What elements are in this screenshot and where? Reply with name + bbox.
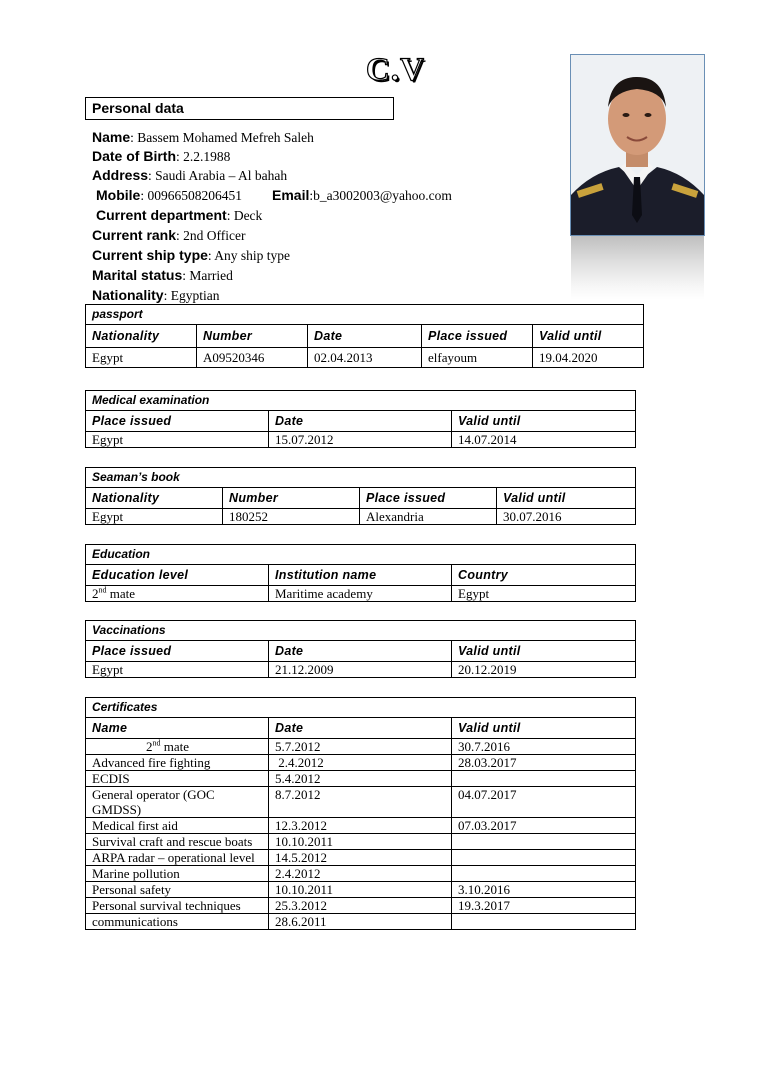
certificate-valid [452, 850, 636, 866]
mobile-value: : 00966508206451 [140, 188, 242, 203]
nationality-line [92, 287, 219, 304]
passport-table [85, 304, 644, 368]
medical-header-place: Place issued [86, 411, 269, 432]
certificate-date: 14.5.2012 [269, 850, 452, 866]
education-country: Egypt [452, 586, 636, 602]
seaman-header-valid: Valid until [497, 488, 636, 509]
vaccinations-place: Egypt [86, 662, 269, 678]
address-value: : Saudi Arabia – Al bahah [148, 168, 288, 183]
certificate-first-sup: nd [152, 738, 161, 748]
certificates-header-name: Name [86, 718, 269, 739]
certificate-valid [452, 771, 636, 787]
certificate-valid: 3.10.2016 [452, 882, 636, 898]
education-header-institution: Institution name [269, 565, 452, 586]
vaccinations-date: 21.12.2009 [269, 662, 452, 678]
table-row [86, 818, 636, 834]
passport-title: passport [86, 305, 644, 325]
table-row [86, 898, 636, 914]
certificate-name: ECDIS [86, 771, 269, 787]
table-row [86, 834, 636, 850]
passport-date: 02.04.2013 [308, 348, 422, 368]
seaman-header-place: Place issued [360, 488, 497, 509]
certificate-name: Advanced fire fighting [86, 755, 269, 771]
mobile-label: Mobile [96, 187, 141, 203]
medical-place: Egypt [86, 432, 269, 448]
marital-value: : Married [182, 268, 233, 283]
seaman-place: Alexandria [360, 509, 497, 525]
table-row [86, 882, 636, 898]
passport-place: elfayoum [422, 348, 533, 368]
table-row [86, 755, 636, 771]
name-line [92, 129, 314, 146]
certificate-name [86, 739, 269, 755]
certificate-valid: 07.03.2017 [452, 818, 636, 834]
medical-date: 15.07.2012 [269, 432, 452, 448]
rank-line [92, 227, 246, 244]
certificate-name: ARPA radar – operational level [86, 850, 269, 866]
certificates-header-date: Date [269, 718, 452, 739]
certificate-first-num: 2 [146, 739, 153, 754]
certificates-table [85, 697, 636, 930]
passport-nationality: Egypt [86, 348, 197, 368]
certificate-date: 5.4.2012 [269, 771, 452, 787]
address-label: Address [92, 167, 149, 183]
certificate-name: General operator (GOC GMDSS) [86, 787, 269, 818]
cv-title: C.V [366, 52, 425, 88]
passport-valid: 19.04.2020 [533, 348, 644, 368]
certificate-valid: 30.7.2016 [452, 739, 636, 755]
certificates-title: Certificates [86, 698, 636, 718]
certificate-date: 5.7.2012 [269, 739, 452, 755]
seaman-title: Seaman’s book [86, 468, 636, 488]
profile-photo [570, 54, 705, 236]
education-table [85, 544, 636, 602]
department-line [96, 207, 262, 224]
passport-header-nationality: Nationality [86, 325, 197, 348]
education-title: Education [86, 545, 636, 565]
nationality-label: Nationality [92, 287, 164, 303]
table-row [86, 771, 636, 787]
ship-type-label: Current ship type [92, 247, 208, 263]
certificate-date: 10.10.2011 [269, 834, 452, 850]
passport-header-number: Number [197, 325, 308, 348]
vaccinations-valid: 20.12.2019 [452, 662, 636, 678]
personal-data-heading-box [85, 97, 394, 120]
certificate-valid [452, 914, 636, 930]
certificate-valid: 19.3.2017 [452, 898, 636, 914]
email-value[interactable]: :b_a3002003@yahoo.com [309, 188, 452, 203]
table-row [86, 866, 636, 882]
certificate-date: 10.10.2011 [269, 882, 452, 898]
medical-title: Medical examination [86, 391, 636, 411]
certificate-date: 2.4.2012 [269, 755, 452, 771]
seaman-valid: 30.07.2016 [497, 509, 636, 525]
passport-number: A09520346 [197, 348, 308, 368]
certificate-name: communications [86, 914, 269, 930]
certificate-date: 28.6.2011 [269, 914, 452, 930]
mobile-line [96, 187, 242, 204]
certificate-name: Medical first aid [86, 818, 269, 834]
certificate-name: Personal survival techniques [86, 898, 269, 914]
certificate-name: Personal safety [86, 882, 269, 898]
table-row [86, 850, 636, 866]
certificate-valid [452, 866, 636, 882]
certificate-date: 25.3.2012 [269, 898, 452, 914]
education-header-country: Country [452, 565, 636, 586]
passport-header-date: Date [308, 325, 422, 348]
table-row [86, 787, 636, 818]
dob-line [92, 148, 230, 165]
name-label: Name [92, 129, 131, 145]
nationality-value: : Egyptian [163, 288, 220, 303]
seaman-header-nationality: Nationality [86, 488, 223, 509]
education-level-text: mate [106, 586, 136, 601]
name-value: : Bassem Mohamed Mefreh Saleh [130, 130, 314, 145]
certificate-valid [452, 834, 636, 850]
certificate-date: 2.4.2012 [269, 866, 452, 882]
rank-value: : 2nd Officer [176, 228, 246, 243]
certificate-date: 12.3.2012 [269, 818, 452, 834]
seaman-nationality: Egypt [86, 509, 223, 525]
education-header-level: Education level [86, 565, 269, 586]
vaccinations-table [85, 620, 636, 678]
medical-table [85, 390, 636, 448]
seaman-header-number: Number [223, 488, 360, 509]
department-value: : Deck [226, 208, 263, 223]
officer-portrait-image [571, 55, 704, 235]
address-line [92, 167, 287, 184]
photo-reflection [571, 236, 704, 300]
seaman-book-table [85, 467, 636, 525]
certificate-date: 8.7.2012 [269, 787, 452, 818]
education-level-num: 2 [92, 586, 99, 601]
table-row [86, 914, 636, 930]
dob-label: Date of Birth [92, 148, 176, 164]
passport-header-valid: Valid until [533, 325, 644, 348]
education-institution: Maritime academy [269, 586, 452, 602]
certificate-name: Survival craft and rescue boats [86, 834, 269, 850]
department-label: Current department [96, 207, 227, 223]
ship-type-line [92, 247, 290, 264]
vaccinations-title: Vaccinations [86, 621, 636, 641]
vaccinations-header-date: Date [269, 641, 452, 662]
vaccinations-header-valid: Valid until [452, 641, 636, 662]
email-line [272, 187, 452, 204]
rank-label: Current rank [92, 227, 177, 243]
education-level-sup: nd [98, 585, 107, 595]
email-label: Email [272, 187, 310, 203]
ship-type-value: : Any ship type [207, 248, 291, 263]
marital-line [92, 267, 233, 284]
certificates-header-valid: Valid until [452, 718, 636, 739]
personal-data-heading: Personal data [92, 100, 184, 116]
medical-header-date: Date [269, 411, 452, 432]
table-row [86, 739, 636, 755]
passport-header-place: Place issued [422, 325, 533, 348]
vaccinations-header-place: Place issued [86, 641, 269, 662]
marital-label: Marital status [92, 267, 183, 283]
certificate-first-text: mate [160, 739, 190, 754]
medical-valid: 14.07.2014 [452, 432, 636, 448]
education-level [86, 586, 269, 602]
certificate-valid: 28.03.2017 [452, 755, 636, 771]
certificate-valid: 04.07.2017 [452, 787, 636, 818]
dob-value: : 2.2.1988 [176, 149, 231, 164]
medical-header-valid: Valid until [452, 411, 636, 432]
seaman-number: 180252 [223, 509, 360, 525]
certificate-name: Marine pollution [86, 866, 269, 882]
